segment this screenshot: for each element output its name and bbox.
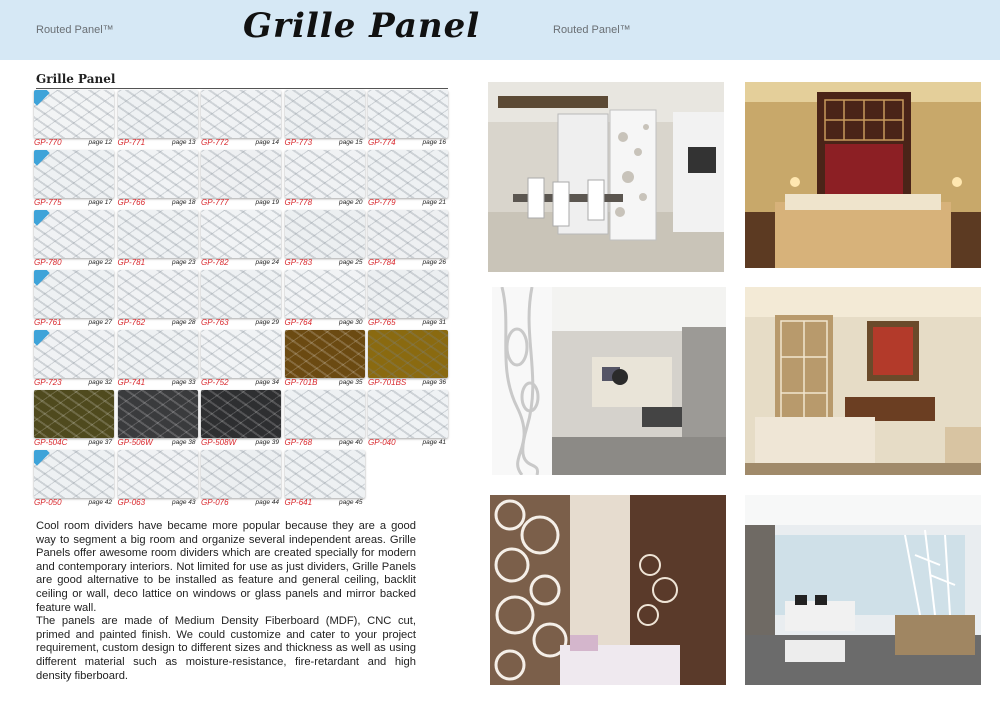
catalog-item[interactable] <box>118 330 198 390</box>
corner-badge-icon <box>34 450 50 466</box>
panel-swatch <box>201 450 281 498</box>
panel-swatch <box>118 210 198 258</box>
panel-page-ref: page 42 <box>88 499 112 506</box>
catalog-item[interactable] <box>34 390 114 450</box>
panel-code: GP-765 <box>368 318 396 327</box>
panel-page-ref: page 30 <box>339 319 363 326</box>
panel-page-ref: page 21 <box>422 199 446 206</box>
catalog-item[interactable] <box>201 390 281 450</box>
catalog-item[interactable] <box>368 390 448 450</box>
panel-code: GP-761 <box>34 318 62 327</box>
panel-code: GP-764 <box>284 318 313 327</box>
catalog-item[interactable] <box>118 450 198 510</box>
corner-badge-icon <box>34 330 50 346</box>
description-paragraph-2: The panels are made of Medium Density Fiberboard (MDF), CNC cut, primed and painted finish. We could customize and cater to your project requirement, custom design to different sizes and thickness as well as using different material such as moisture-resistance, fire-retardant and high density fiberboard. <box>36 615 416 682</box>
catalog-title: Grille Panel <box>36 72 116 86</box>
catalog-item[interactable] <box>118 210 198 270</box>
catalog-item[interactable] <box>34 270 114 330</box>
panel-swatch <box>285 390 365 438</box>
panel-code: GP-766 <box>117 198 146 207</box>
catalog-item[interactable] <box>285 270 365 330</box>
panel-swatch <box>34 270 114 318</box>
corner-badge-icon <box>34 210 50 226</box>
panel-code: GP-782 <box>201 258 229 267</box>
panel-code: GP-771 <box>117 138 146 147</box>
catalog-item[interactable] <box>368 270 448 330</box>
panel-swatch <box>118 390 198 438</box>
catalog-item[interactable] <box>201 90 281 150</box>
catalog-item[interactable] <box>34 210 114 270</box>
corner-badge-icon <box>34 270 50 286</box>
panel-page-ref: page 23 <box>172 259 196 266</box>
photo-lounge-lattice <box>745 287 981 475</box>
panel-page-ref: page 38 <box>172 439 196 446</box>
panel-swatch <box>285 330 365 378</box>
catalog-item[interactable] <box>285 390 365 450</box>
panel-page-ref: page 37 <box>88 439 112 446</box>
panel-code: GP-763 <box>201 318 229 327</box>
panel-swatch <box>201 270 281 318</box>
catalog-item[interactable] <box>368 90 448 150</box>
panel-code: GP-504C <box>34 438 68 447</box>
panel-swatch <box>285 210 365 258</box>
panel-code: GP-040 <box>368 438 396 447</box>
panel-page-ref: page 17 <box>88 199 112 206</box>
panel-swatch <box>285 90 365 138</box>
photo-dining-room-partition <box>488 82 724 272</box>
panel-page-ref: page 32 <box>88 379 112 386</box>
photo-bedroom-lattice <box>745 82 981 268</box>
catalog-item[interactable] <box>368 330 448 390</box>
description-text <box>36 520 416 683</box>
catalog-item[interactable] <box>34 90 114 150</box>
catalog-item[interactable] <box>201 450 281 510</box>
panel-swatch <box>118 150 198 198</box>
panel-page-ref: page 28 <box>172 319 196 326</box>
catalog-item[interactable] <box>34 330 114 390</box>
panel-code: GP-777 <box>201 198 229 207</box>
catalog-item[interactable] <box>201 150 281 210</box>
catalog-item[interactable] <box>118 270 198 330</box>
panel-page-ref: page 18 <box>172 199 196 206</box>
panel-page-ref: page 25 <box>339 259 363 266</box>
panel-code: GP-701BS <box>368 378 407 387</box>
catalog-item[interactable] <box>285 330 365 390</box>
photo-living-room-organic-partition <box>492 287 726 475</box>
catalog-item[interactable] <box>285 150 365 210</box>
panel-swatch <box>368 330 448 378</box>
panel-swatch <box>34 330 114 378</box>
header-band <box>0 0 1000 60</box>
header-left-label: Routed Panel™ <box>36 24 114 36</box>
panel-swatch <box>368 90 448 138</box>
catalog-item[interactable] <box>368 210 448 270</box>
catalog-item[interactable] <box>118 150 198 210</box>
panel-page-ref: page 33 <box>172 379 196 386</box>
panel-page-ref: page 20 <box>339 199 363 206</box>
panel-swatch <box>118 270 198 318</box>
corner-badge-icon <box>34 150 50 166</box>
panel-swatch <box>34 210 114 258</box>
panel-page-ref: page 44 <box>255 499 279 506</box>
panel-code: GP-050 <box>34 498 62 507</box>
catalog-item[interactable] <box>34 150 114 210</box>
catalog-item[interactable] <box>201 210 281 270</box>
catalog-item[interactable] <box>118 390 198 450</box>
panel-page-ref: page 43 <box>172 499 196 506</box>
panel-code: GP-508W <box>201 438 237 447</box>
panel-swatch <box>118 450 198 498</box>
panel-page-ref: page 12 <box>88 139 112 146</box>
panel-code: GP-783 <box>284 258 313 267</box>
panel-code: GP-741 <box>117 378 146 387</box>
panel-code: GP-781 <box>117 258 146 267</box>
header-right-label: Routed Panel™ <box>553 24 631 36</box>
panel-page-ref: page 41 <box>422 439 446 446</box>
panel-swatch <box>118 90 198 138</box>
catalog-item[interactable] <box>368 150 448 210</box>
panel-code: GP-723 <box>34 378 62 387</box>
catalog-item[interactable] <box>285 450 365 510</box>
panel-swatch <box>201 390 281 438</box>
panel-code: GP-774 <box>368 138 396 147</box>
panel-swatch <box>201 210 281 258</box>
panel-swatch <box>201 90 281 138</box>
panel-code: GP-063 <box>117 498 146 507</box>
panel-code: GP-770 <box>34 138 62 147</box>
panel-page-ref: page 34 <box>255 379 279 386</box>
panel-page-ref: page 22 <box>88 259 112 266</box>
panel-swatch <box>201 330 281 378</box>
panel-swatch <box>34 450 114 498</box>
photo-living-dining-tree-partition <box>745 495 981 685</box>
panel-page-ref: page 15 <box>339 139 363 146</box>
panel-page-ref: page 36 <box>422 379 446 386</box>
panel-code: GP-772 <box>201 138 229 147</box>
catalog-item[interactable] <box>285 210 365 270</box>
panel-code: GP-779 <box>368 198 396 207</box>
panel-code: GP-701B <box>284 378 318 387</box>
panel-code: GP-076 <box>201 498 229 507</box>
panel-page-ref: page 29 <box>255 319 279 326</box>
panel-swatch <box>285 270 365 318</box>
panel-page-ref: page 14 <box>255 139 279 146</box>
panel-swatch <box>368 150 448 198</box>
photo-bedroom-circle-grille <box>490 495 726 685</box>
panel-page-ref: page 13 <box>172 139 196 146</box>
panel-swatch <box>34 150 114 198</box>
panel-code: GP-506W <box>117 438 153 447</box>
panel-code: GP-775 <box>34 198 62 207</box>
panel-swatch <box>285 450 365 498</box>
corner-badge-icon <box>34 90 50 106</box>
panel-code: GP-752 <box>201 378 229 387</box>
panel-code: GP-768 <box>284 438 313 447</box>
panel-swatch <box>368 390 448 438</box>
panel-page-ref: page 31 <box>422 319 446 326</box>
panel-code: GP-641 <box>284 498 313 507</box>
catalog-item[interactable] <box>34 450 114 510</box>
panel-swatch <box>285 150 365 198</box>
panel-page-ref: page 39 <box>255 439 279 446</box>
panel-code: GP-780 <box>34 258 62 267</box>
panel-page-ref: page 19 <box>255 199 279 206</box>
panel-code: GP-784 <box>368 258 396 267</box>
panel-page-ref: page 24 <box>255 259 279 266</box>
panel-swatch <box>368 270 448 318</box>
panel-page-ref: page 27 <box>88 319 112 326</box>
panel-code: GP-773 <box>284 138 313 147</box>
panel-swatch <box>34 390 114 438</box>
catalog-item[interactable] <box>201 270 281 330</box>
panel-swatch <box>201 150 281 198</box>
catalog-item[interactable] <box>201 330 281 390</box>
panel-page-ref: page 45 <box>339 499 363 506</box>
panel-swatch <box>368 210 448 258</box>
catalog-item[interactable] <box>285 90 365 150</box>
catalog-item[interactable] <box>118 90 198 150</box>
panel-page-ref: page 16 <box>422 139 446 146</box>
panel-swatch <box>34 90 114 138</box>
panel-code: GP-762 <box>117 318 146 327</box>
panel-page-ref: page 26 <box>422 259 446 266</box>
description-paragraph-1: Cool room dividers have became more popular because they are a good way to segment a big room and organize several independent areas. Grille Panels offer awesome room dividers which are created specially for modern and contemporary interiors. Not limited for use as just dividers, Grille Panels are good alternative to be installed as feature and general ceiling, backlit ceiling or wall, deco lattice on windows or glass panels and mirror backed feature wall. <box>36 520 416 614</box>
panel-swatch <box>118 330 198 378</box>
catalog-divider <box>36 88 448 89</box>
panel-code: GP-778 <box>284 198 313 207</box>
page-title: Grille Panel <box>243 6 481 46</box>
panel-page-ref: page 35 <box>339 379 363 386</box>
panel-page-ref: page 40 <box>339 439 363 446</box>
